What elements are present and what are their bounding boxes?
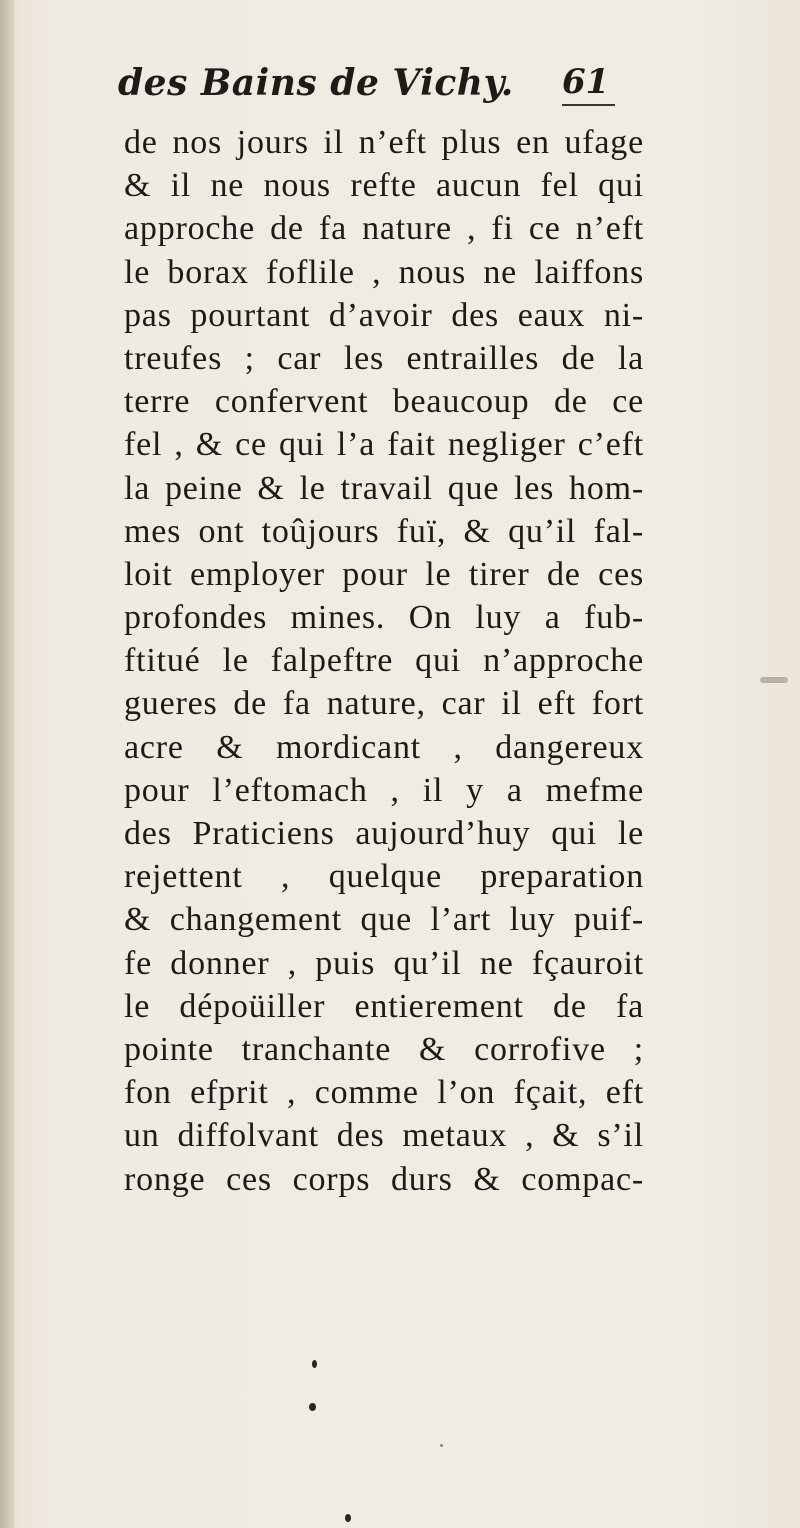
- text-line: rejettent , quelque preparation: [124, 858, 644, 896]
- text-line: des Praticiens aujourd’huy qui le: [124, 815, 644, 852]
- margin-smudge: [760, 677, 788, 683]
- text-line: terre confervent beaucoup de ce: [124, 383, 644, 421]
- text-line: profondes mines. On luy a fub-: [124, 599, 644, 637]
- text-line: loit employer pour le tirer de ces: [124, 555, 644, 593]
- text-line: ftitué le falpeftre qui n’approche: [124, 642, 644, 680]
- text-line: fel , & ce qui l’a fait negliger c’eft: [124, 426, 644, 464]
- text-line: acre & mordicant , dangereux: [124, 728, 644, 766]
- running-head: [118, 62, 638, 112]
- text-line: treufes ; car les entrailles de la: [124, 339, 644, 377]
- page-gutter-shadow: [0, 0, 14, 1528]
- text-line: le borax foflile , nous ne laiffons: [124, 253, 644, 291]
- text-line: pour l’eftomach , il y a mefme: [124, 771, 644, 809]
- text-line: ronge ces corps durs & compac-: [124, 1160, 644, 1198]
- text-line: le dépoüiller entierement de fa: [124, 987, 644, 1025]
- text-line: pas pourtant d’avoir des eaux ni-: [124, 296, 644, 334]
- page-number: 61: [562, 62, 610, 102]
- text-line: de nos jours il n’eft plus en ufage: [124, 124, 644, 161]
- text-line: fon efprit , comme l’on fçait, eft: [124, 1074, 644, 1112]
- text-line: mes ont toûjours fuï, & qu’il fal-: [124, 512, 644, 550]
- ink-speck: [309, 1403, 316, 1411]
- text-line: pointe tranchante & corrofive ;: [124, 1030, 644, 1068]
- text-line: approche de fa nature , fi ce n’eft: [124, 210, 644, 248]
- ink-speck: [440, 1444, 443, 1447]
- text-line: & changement que l’art luy puif-: [124, 901, 644, 939]
- running-title: des Bains de Vichy.: [118, 62, 514, 104]
- text-line: un diffolvant des metaux , & s’il: [124, 1117, 644, 1155]
- text-line: fe donner , puis qu’il ne fçauroit: [124, 944, 644, 982]
- ink-speck: [345, 1514, 351, 1522]
- text-line: gueres de fa nature, car il eft fort: [124, 685, 644, 723]
- text-line: & il ne nous refte aucun fel qui: [124, 167, 644, 205]
- ink-speck: [312, 1360, 317, 1368]
- text-line: la peine & le travail que les hom-: [124, 469, 644, 507]
- body-text: [124, 121, 644, 1201]
